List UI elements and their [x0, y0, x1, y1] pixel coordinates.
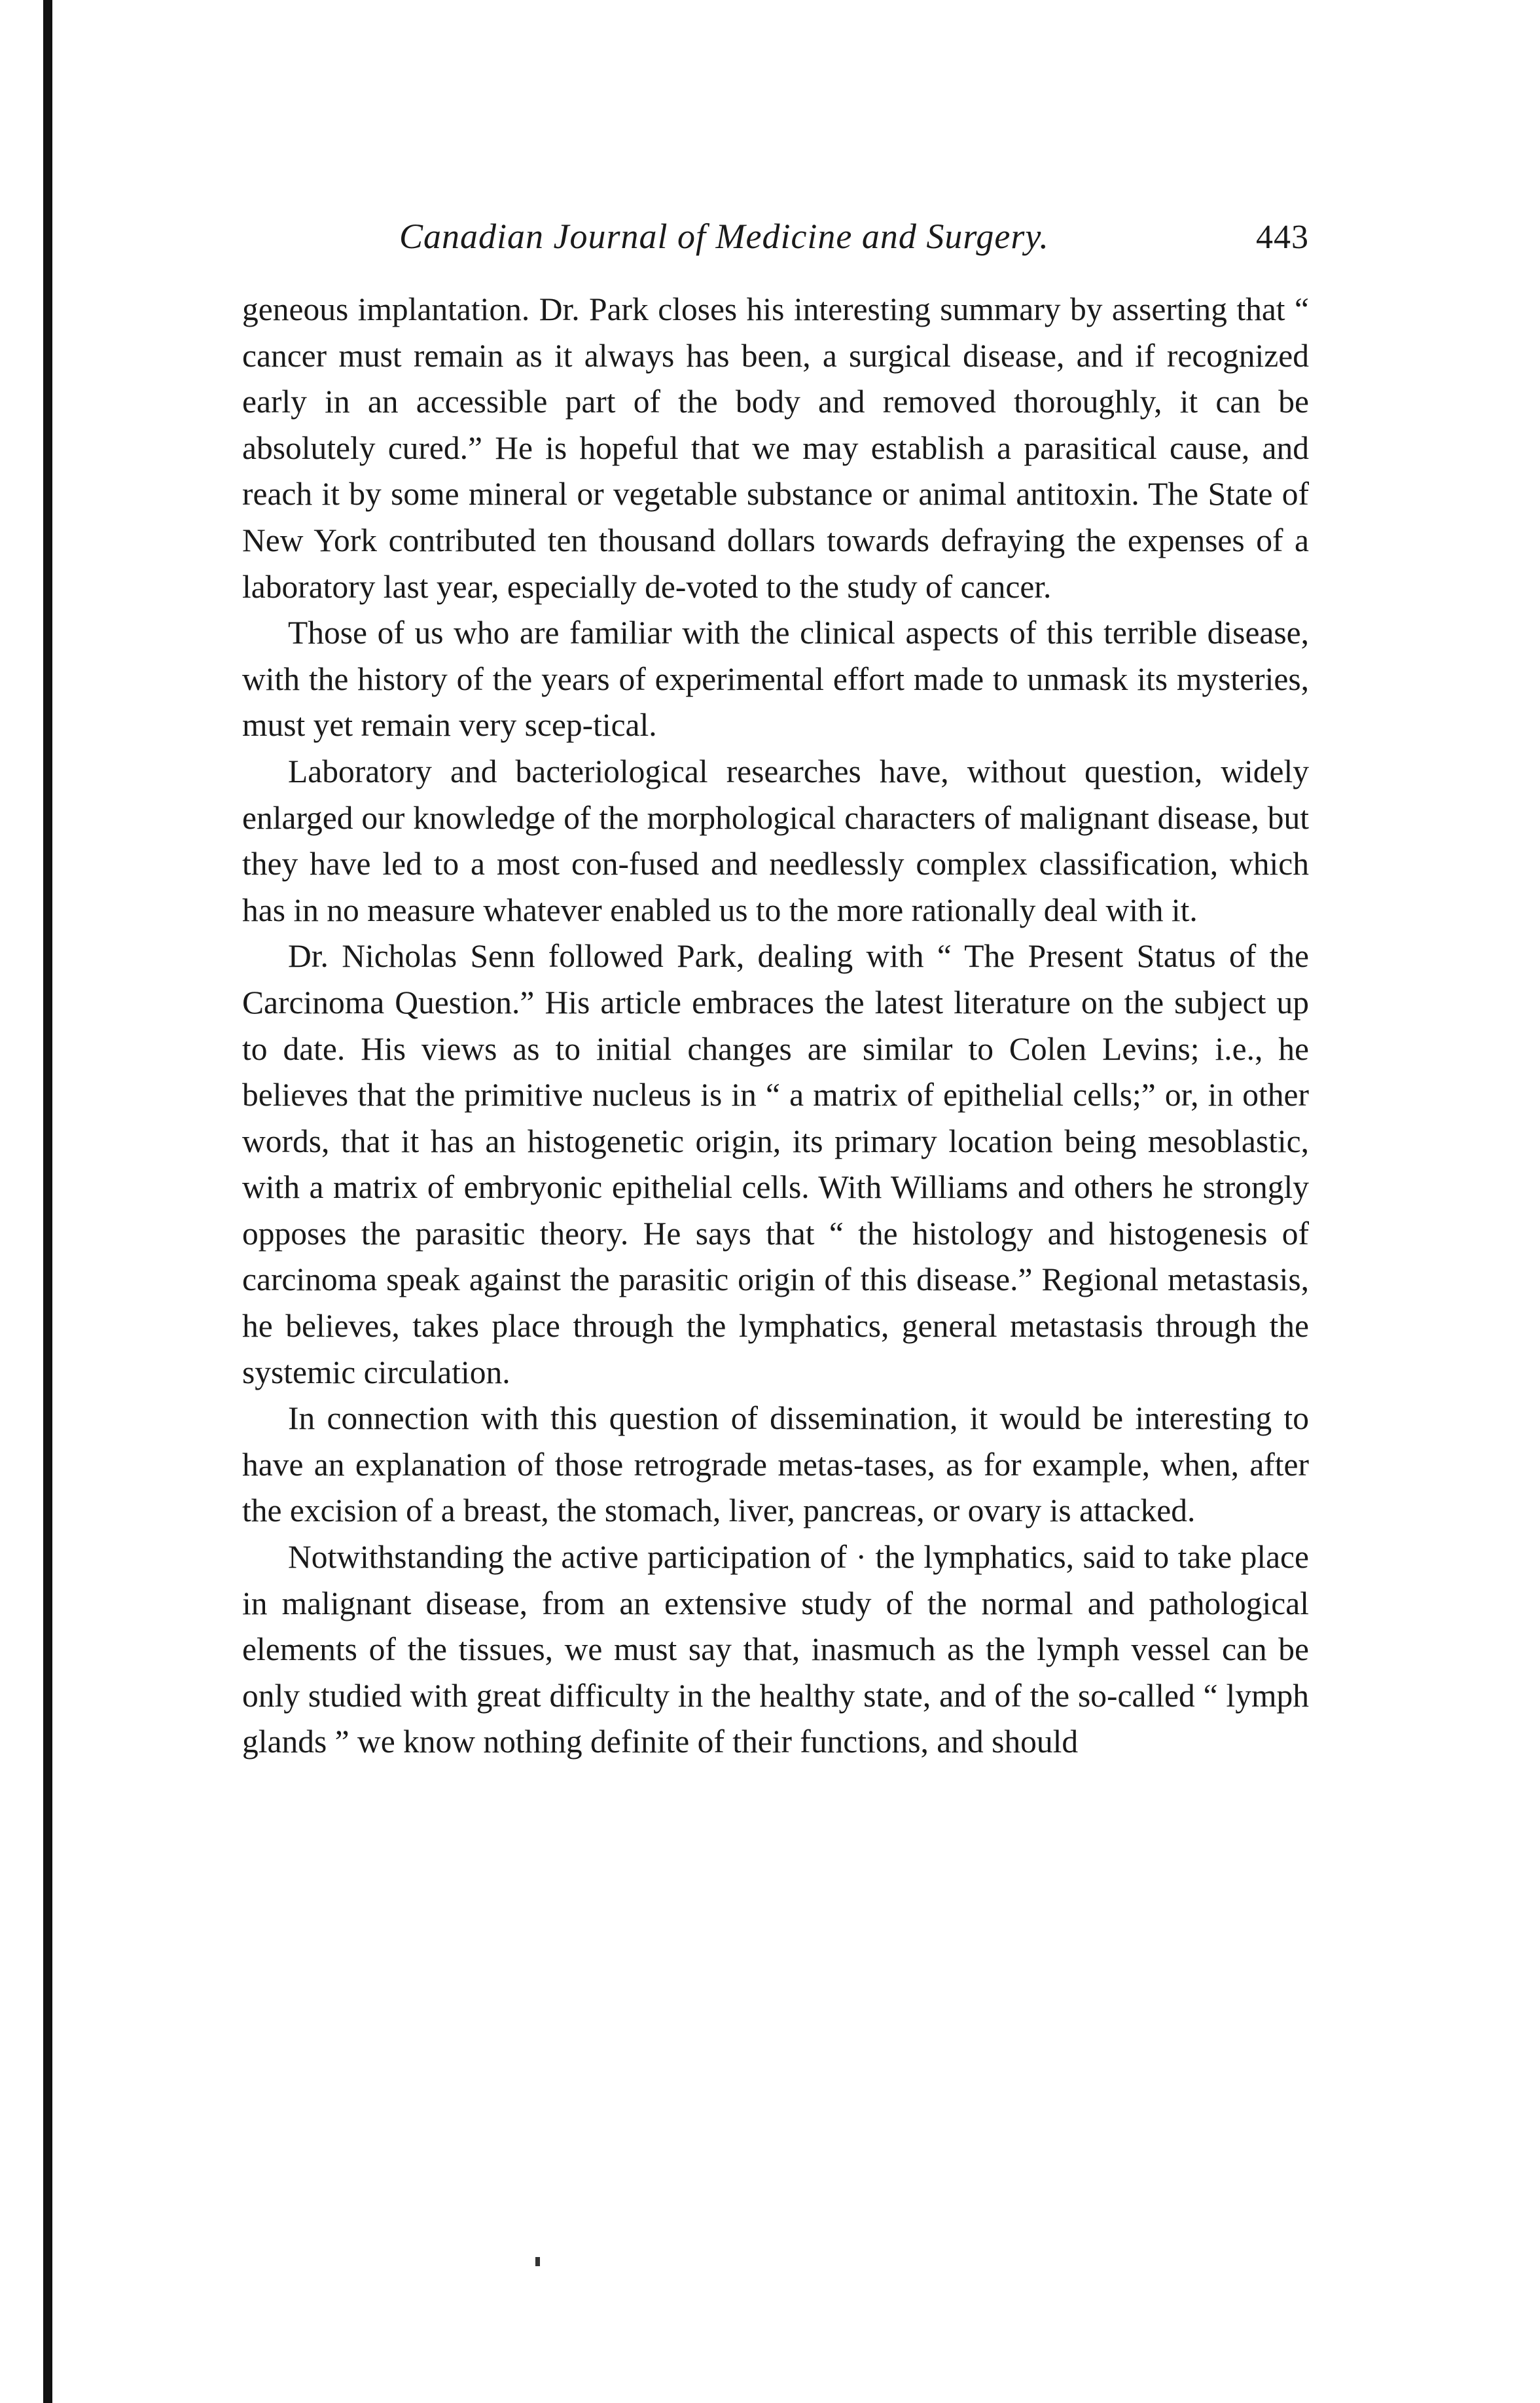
page-number: 443	[1256, 219, 1309, 256]
journal-page	[242, 216, 1309, 1765]
paragraph: Dr. Nicholas Senn followed Park, dealing with “ The Present Status of the Carcinoma Question.” His article embraces the latest literature on the subject up to date. His views as to initial changes are similar to Colen Levins; i.e., he believes that the primitive nucleus is in “ a matrix of epithelial cells;” or, in other words, that it has an histogenetic origin, its primary location being mesoblastic, with a matrix of embryonic epithelial cells. With Williams and others he strongly opposes the parasitic theory. He says that “ the histology and histogenesis of carcinoma speak against the parasitic origin of this disease.” Regional metastasis, he believes, takes place through the lymphatics, general metastasis through the systemic circulation.	[242, 938, 1309, 1390]
paragraph: Laboratory and bacteriological researches have, without question, widely enlarged our knowledge of the morphological characters of malignant disease, but they have led to a most con-fused and needlessly complex classification, which has in no measure whatever enabled us to the more rationally deal with it.	[242, 753, 1309, 928]
paragraph: Notwithstanding the active participation of · the lymphatics, said to take place in malignant disease, from an extensive study of the normal and pathological elements of the tissues, we must say that, inasmuch as the lymph vessel can be only studied with great difficulty in the healthy state, and of the so-called “ lymph glands ” we know nothing definite of their functions, and should	[242, 1539, 1309, 1760]
binding-edge	[43, 0, 52, 2403]
running-title: Canadian Journal of Medicine and Surgery.	[399, 217, 1049, 256]
running-head	[399, 216, 1309, 275]
body-text	[242, 287, 1309, 1765]
paragraph: Those of us who are familiar with the clinical aspects of this terrible disease, with the history of the years of experimental effort made to unmask its mysteries, must yet remain very scep-tical.	[242, 615, 1309, 744]
ink-speck	[535, 2257, 540, 2266]
paragraph: In connection with this question of dissemination, it would be interesting to have an explanation of those retrograde metas-tases, as for example, when, after the excision of a breast, the stomach, liver, pancreas, or ovary is attacked.	[242, 1400, 1309, 1529]
paragraph-continued: geneous implantation. Dr. Park closes his interesting summary by asserting that “ cancer must remain as it always has been, a surgical disease, and if recognized early in an accessible part of the body and removed thoroughly, it can be absolutely cured.” He is hopeful that we may establish a parasitical cause, and reach it by some mineral or vegetable substance or animal antitoxin. The State of New York contributed ten thousand dollars towards defraying the expenses of a laboratory last year, especially de-voted to the study of cancer.	[242, 291, 1309, 605]
